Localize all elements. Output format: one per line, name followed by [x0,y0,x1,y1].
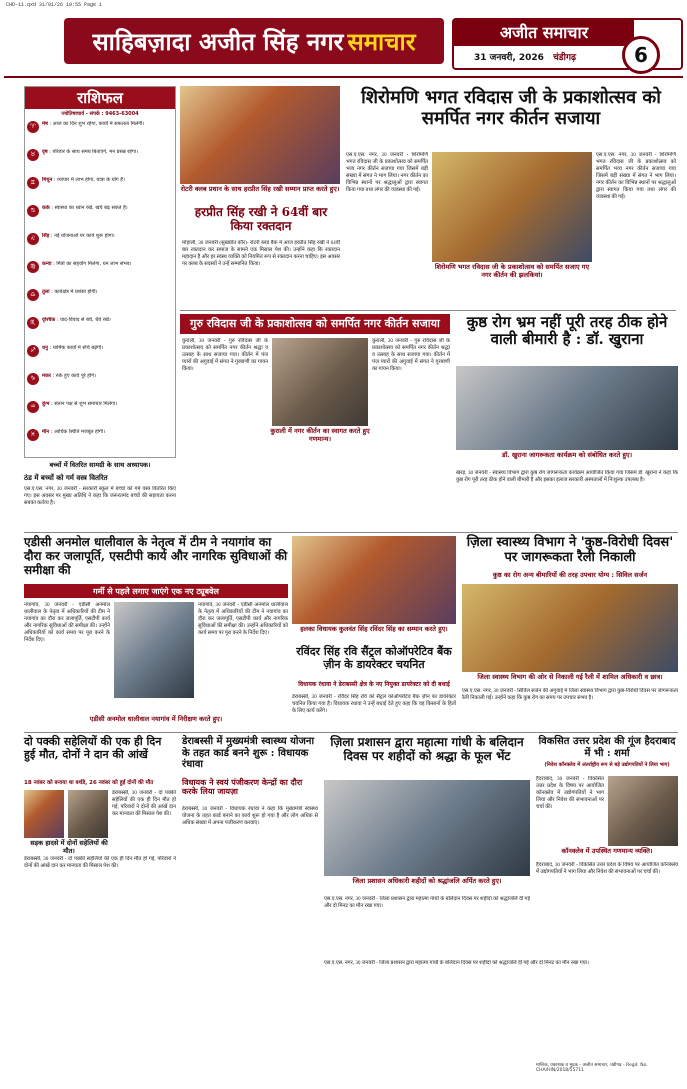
martyrs-body-continued: एस.ए.एस. नगर, 30 जनवरी - जिला प्रशासन द्वारा महात्मा गांधी के बलिदान दिवस पर शहीदों को श्रद्धांजलि दी गई और दो मिनट का मौन रखा गया। [324,960,589,966]
brand-title: अजीत समाचार [454,20,634,46]
adc-subhead: गर्मी से पहले लगाए जाएंगे एक नए ट्यूबवेल [24,584,288,598]
martyrs-body: एस.ए.एस. नगर, 30 जनवरी - जिला प्रशासन द्वारा महात्मा गांधी के बलिदान दिवस पर शहीदों को श्रद्धांजलि दी गई और दो मिनट का मौन रखा गया। [324,896,530,910]
rashifal-sign-name: मकर [42,373,51,379]
ravinder-photo [292,536,456,624]
rashifal-sign-name: धनु [42,345,48,351]
rashifal-sign-row [27,345,173,371]
adc-body-col1: नयागांव, 30 जनवरी - एडीसी अनमोल धालीवाल के नेतृत्व में अधिकारियों की टीम ने नयागांव का दौरा कर जलापूर्ति, एसटीपी कार्य और नागरिक सुविधाओं की समीक्षा की। उन्होंने अधिकारियों को कार्य समय पर पूरा करने के निर्देश दिए। [24,602,110,644]
ravidas-headline: शिरोमणि भगत रविदास जी के प्रकाशोत्सव को समर्पित नगर कीर्तन सजाया [361,87,661,129]
section-title-part1: साहिबज़ादा अजीत सिंह नगर [92,26,344,56]
martyrs-photo [324,780,530,876]
zodiac-icon: ♊ [27,177,39,189]
kushth-photo [456,366,678,450]
rashifal-sign-text: कन्या : मित्रों का सहयोग मिलेगा, धन लाभ संभव। [42,261,132,267]
section-title-part2: समाचार [347,26,416,56]
ravidas-photo [432,152,592,262]
zodiac-icon: ♉ [27,149,39,161]
zodiac-icon: ♏ [27,317,39,329]
rashifal-sign-text: मेष : आज का दिन शुभ रहेगा, कार्यों में सफलता मिलेगी। [42,121,145,127]
rashifal-sign-row [27,317,173,343]
rakhi-caption: रोटरी क्लब प्रधान के साथ हरप्रीत सिंह रखी सम्मान प्राप्त करते हुए। [180,185,340,193]
girls-photo-2 [68,790,108,838]
conclave-body-col1: हैदराबाद, 30 जनवरी - विकसित उत्तर प्रदेश के विषय पर आयोजित कॉनक्लेव में उद्योगपतियों ने भाग लिया और निवेश की संभावनाओं पर चर्चा की। [536,776,604,811]
rashifal-sign-prediction: वाद-विवाद से बचें, धैर्य रखें। [60,317,111,323]
zodiac-icon: ♈ [27,121,39,133]
school-caption: बच्चों में वितरित सामग्री के साथ अध्यापक। [49,461,151,469]
rashifal-sign-row [27,429,173,455]
ravinder-caption: हलका विधायक कुलवंत सिंह रविंदर सिंह का सम्मान करते हुए। [300,625,448,633]
rally-caption: जिला स्वास्थ्य विभाग की ओर से निकाली गई रैली में शामिल अधिकारी व छात्र। [477,673,663,681]
ravinder-body: डेराबस्सी, 30 जनवरी - रविंदर सिंह रवि को सैंट्रल कोऑपरेटिव बैंक ज़ीन का डायरेक्टर चयनित किया गया है। विधायक रंधावा ने उन्हें बधाई देते हुए कहा कि वह किसानों के हितों के लिए कार्य करेंगे। [292,694,456,715]
kushth-body: खरड़, 30 जनवरी - स्वास्थ्य विभाग द्वारा कुष्ठ रोग जागरूकता कार्यक्रम आयोजित किया गया जिसमें डॉ. खुराना ने कहा कि कुष्ठ रोग पूरी तरह ठीक होने वाली बीमारी है और इसका इलाज सरकारी अस्पतालों में निःशुल्क उपलब्ध है। [456,470,678,484]
edition-date [474,50,576,63]
ravinder-subhead: विधायक रंधावा ने डेराबस्सी क्षेत्र के नए नियुक्त डायरेक्टर को दी बधाई [298,681,450,688]
zodiac-icon: ♍ [27,261,39,273]
rashifal-sign-row [27,261,173,287]
date-text: 31 जनवरी, 2026 [474,53,544,63]
rally-headline: ज़िला स्वास्थ्य विभाग ने 'कुष्ठ-विरोधी दिवस' पर जागरूकता रैली निकाली [466,535,674,565]
rashifal-sign-name: कर्क [42,205,50,211]
print-slug: CHD-11.qxd 31/01/26 19:55 Page 1 [6,2,103,8]
rashifal-sign-text: कर्क : स्वास्थ्य का ध्यान रखें, खर्च बढ़ सकते हैं। [42,205,128,211]
conclave-headline: विकसित उत्तर प्रदेश की गूंज हैदराबाद में भी : शर्मा [538,736,676,759]
rashifal-sign-text: तुला : कार्यक्षेत्र में प्रशंसा होगी। [42,289,98,295]
rashifal-sign-row [27,289,173,315]
adc-photo [114,602,194,698]
rashifal-sign-name: मिथुन [42,177,53,183]
masthead-section-title [64,18,444,64]
rashifal-sign-prediction: नई योजनाओं पर कार्य शुरू होगा। [54,233,115,239]
ravidas-body-col1: एस.ए.एस. नगर, 30 जनवरी - शिरोमणि भगत रविदास जी के प्रकाशोत्सव को समर्पित भव्य नगर कीर्तन सजाया गया जिसमें बड़ी संख्या में संगत ने भाग लिया। नगर कीर्तन का विभिन्न स्थानों पर श्रद्धालुओं द्वारा स्वागत किया गया तथा लंगर की व्यवस्था की गई। [346,152,428,194]
kirtan2-photo [272,338,368,426]
girls-photo-1 [24,790,64,838]
kirtan2-body: कुराली, 30 जनवरी - गुरु रविदास जी के प्रकाशोत्सव को समर्पित नगर कीर्तन श्रद्धा व उत्साह के साथ सजाया गया। कीर्तन में पंज प्यारों की अगुवाई में संगत ने गुरबाणी का गायन किया। [182,338,268,373]
rashifal-sign-prediction: संतान पक्ष से शुभ समाचार मिलेगा। [54,401,118,407]
rashifal-sign-prediction: परिवार के साथ समय बिताएंगे, मन प्रसन्न रहेगा। [52,149,138,155]
school-headline: ठंड में बच्चों को गर्म वस्त्र वितरित [24,473,108,482]
divider [24,532,678,533]
martyrs-caption: जिला प्रशासन अधिकारी शहीदों को श्रद्धांजलि अर्पित करते हुए। [352,877,502,885]
adc-body-col3: नयागांव, 30 जनवरी - एडीसी अनमोल धालीवाल के नेतृत्व में अधिकारियों की टीम ने नयागांव का दौरा कर जलापूर्ति, एसटीपी कार्य और नागरिक सुविधाओं की समीक्षा की। उन्होंने अधिकारियों को कार्य समय पर पूरा करने के निर्देश दिए। [198,602,288,637]
rashifal-sign-text: धनु : धार्मिक कार्यों में रुचि बढ़ेगी। [42,345,104,351]
rashifal-sign-row [27,177,173,203]
girls-subhead: 18 नवंबर को बनाया था बर्थडे, 26 नवंबर को हुई दोनों की मौत [24,780,154,786]
rashifal-sign-prediction: रुके हुए कार्य पूरे होंगे। [55,373,96,379]
rashifal-sign-name: कन्या [42,261,52,267]
rashifal-sign-text: सिंह : नई योजनाओं पर कार्य शुरू होगा। [42,233,115,239]
girls-body-side: डेराबस्सी, 30 जनवरी - दो पक्की सहेलियों की एक ही दिन मौत हो गई, परिवारों ने दोनों की आंखें दान कर मानवता की मिसाल पेश की। [112,790,176,818]
zodiac-icon: ♎ [27,289,39,301]
rashifal-sign-row [27,401,173,427]
kirtan2-headline: गुरु रविदास जी के प्रकाशोत्सव को समर्पित नगर कीर्तन सजाया [180,314,450,334]
rally-photo [462,584,678,672]
zodiac-icon: ♐ [27,345,39,357]
kushth-caption: डॉ. खुराना जागरूकता कार्यक्रम को संबोधित करते हुए। [501,451,633,459]
rashifal-sign-row [27,205,173,231]
rashifal-sign-text: मीन : आर्थिक स्थिति मजबूत होगी। [42,429,105,435]
rashifal-sign-text: कुंभ : संतान पक्ष से शुभ समाचार मिलेगा। [42,401,118,407]
ravinder-headline: रविंदर सिंह रवि सैंट्रल कोऑपरेटिव बैंक ज़ीन के डायरेक्टर चयनित [296,645,452,671]
zodiac-icon: ♌ [27,233,39,245]
rashifal-sign-name: वृष [42,149,48,155]
rashifal-sign-prediction: कार्यक्षेत्र में प्रशंसा होगी। [54,289,98,295]
divider [180,310,676,311]
divider [24,732,678,733]
rashifal-sign-prediction: मित्रों का सहयोग मिलेगा, धन लाभ संभव। [56,261,132,267]
city-text: चंडीगढ़ [553,53,577,63]
zodiac-icon: ♓ [27,429,39,441]
rashifal-sign-row [27,233,173,259]
rashifal-sign-prediction: आर्थिक स्थिति मजबूत होगी। [53,429,105,435]
zodiac-icon: ♋ [27,205,39,217]
rashifal-subtitle: ज्योतिषाचार्य - संपर्क : 9463-63004 [61,111,139,117]
rashifal-sign-row [27,121,173,147]
kushth-headline: कुष्ठ रोग भ्रम नहीं पूरी तरह ठीक होने वाली बीमारी है : डॉ. खुराना [466,313,668,349]
ravidas-caption: शिरोमणि भगत रविदास जी के प्रकाशोत्सव को समर्पित सजाए गए नगर कीर्तन की झलकियां। [434,263,590,279]
rashifal-sign-name: कुंभ [42,401,50,407]
girls-body: डेराबस्सी, 30 जनवरी - दो पक्की सहेलियों की एक ही दिन मौत हो गई, परिवारों ने दोनों की आंखें दान कर मानवता की मिसाल पेश की। [24,856,176,870]
scheme-subhead: विधायक ने स्वयं पंजीकरण केन्द्रों का दौरा करके लिया जायज़ा [182,777,303,797]
girls-headline: दो पक्की सहेलियों की एक ही दिन हुई मौत, दोनों ने दान की आंखें [24,735,162,761]
adc-headline: एडीसी अनमोल धालीवाल के नेतृत्व में टीम ने नयागांव का दौरा कर जलापूर्ति, एसटीपी कार्य और नागरिक सुविधाओं की समीक्षा की [24,535,288,577]
footer-imprint: मालिक, प्रकाशक व मुद्रक - अजीत समाचार, चंडीगढ़ - Regd. No. CHA/HIN/2018/55711 [536,1063,648,1073]
rashifal-sign-prediction: आज का दिन शुभ रहेगा, कार्यों में सफलता मिलेगी। [52,121,145,127]
rally-body: एस.ए.एस. नगर, 30 जनवरी - सिविल सर्जन की अगुवाई में जिला स्वास्थ्य विभाग द्वारा कुष्ठ-विरोधी दिवस पर जागरूकता रैली निकाली गई। उन्होंने कहा कि कुष्ठ रोग का समय पर उपचार संभव है। [462,688,678,702]
kirtan2-body-col3: कुराली, 30 जनवरी - गुरु रविदास जी के प्रकाशोत्सव को समर्पित नगर कीर्तन श्रद्धा व उत्साह के साथ सजाया गया। कीर्तन में पंज प्यारों की अगुवाई में संगत ने गुरबाणी का गायन किया। [372,338,450,373]
rally-subhead: कुष्ठ का रोग अन्य बीमारियों की तरह उपचार योग्य : सिविल सर्जन [492,571,648,579]
rashifal-sign-name: सिंह [42,233,50,239]
rashifal-title: राशिफल [25,87,175,109]
rashifal-sign-name: वृश्चिक [42,317,56,323]
rakhi-photo [180,86,340,184]
kirtan2-caption: कुराली में नगर कीर्तन का स्वागत करते हुए गणमान्य। [270,427,370,443]
girls-caption: सड़क हादसे में दोनों सहेलियों की मौत। [30,839,108,855]
conclave-caption: कॉनक्लेव में उपस्थित गणमान्य व्यक्ति। [561,847,653,855]
masthead [4,14,683,78]
rakhi-headline: हरप्रीत सिंह रखी ने 64वीं बार किया रक्तदान [194,205,328,233]
scheme-body: डेराबस्सी, 30 जनवरी - विधायक रंधावा ने कहा कि मुख्यमंत्री स्वास्थ्य योजना के तहत कार्ड बनाने का कार्य शुरू हो गया है और लोग अधिक से अधिक संख्या में अपना पंजीकरण करवाएं। [182,806,318,827]
rashifal-box [24,86,176,458]
rashifal-sign-text: वृष : परिवार के साथ समय बिताएंगे, मन प्रसन्न रहेगा। [42,149,138,155]
rashifal-sign-name: मीन [42,429,50,435]
rashifal-sign-text: मकर : रुके हुए कार्य पूरे होंगे। [42,373,96,379]
rashifal-sign-row [27,373,173,399]
rakhi-body: मोहाली, 30 जनवरी (सुखप्रीत कौर)- रोटरी ब्लड बैंक में आज हरप्रीत सिंह रखी ने 64वीं बार रक्तदान कर समाज के सामने एक मिसाल पेश की। उन्होंने कहा कि रक्तदान महादान है और हर स्वस्थ व्यक्ति को नियमित रूप से रक्तदान करना चाहिए। इस अवसर पर क्लब के सदस्यों ने उन्हें सम्मानित किया। [182,240,340,268]
adc-caption: एडीसी अनमोल धालीवाल नयागांव में निरीक्षण करते हुए। [89,715,223,723]
rashifal-sign-text: वृश्चिक : वाद-विवाद से बचें, धैर्य रखें। [42,317,111,323]
rashifal-sign-row [27,149,173,175]
conclave-photo [608,776,678,846]
rashifal-sign-text: मिथुन : व्यापार में लाभ होगा, यात्रा के योग हैं। [42,177,125,183]
zodiac-icon: ♒ [27,401,39,413]
conclave-subhead: (निवेश कॉनक्लेव में अंतर्राष्ट्रीय रूप से बड़े उद्योगपतियों ने लिया भाग) [544,762,670,768]
school-body: एस.ए.एस. नगर, 30 जनवरी - सरकारी स्कूल में बच्चों को गर्म वस्त्र वितरित किए गए। इस अवसर पर मुख्य अतिथि ने कहा कि जरूरतमंद बच्चों की सहायता करना सबका कर्तव्य है। [24,486,176,507]
ravidas-body-col3: एस.ए.एस. नगर, 30 जनवरी - शिरोमणि भगत रविदास जी के प्रकाशोत्सव को समर्पित भव्य नगर कीर्तन सजाया गया जिसमें बड़ी संख्या में संगत ने भाग लिया। नगर कीर्तन का विभिन्न स्थानों पर श्रद्धालुओं द्वारा स्वागत किया गया तथा लंगर की व्यवस्था की गई। [596,152,676,201]
zodiac-icon: ♑ [27,373,39,385]
conclave-body: हैदराबाद, 30 जनवरी - विकसित उत्तर प्रदेश के विषय पर आयोजित कॉनक्लेव में उद्योगपतियों ने भाग लिया और निवेश की संभावनाओं पर चर्चा की। [536,862,678,876]
page-number: 6 [622,36,660,74]
scheme-headline: डेराबस्सी में मुख्यमंत्री स्वास्थ्य योजना के तहत कार्ड बनने शुरू : विधायक रंधावा [182,736,315,770]
rashifal-sign-name: मेष [42,121,48,127]
rashifal-sign-name: तुला [42,289,50,295]
rashifal-sign-prediction: स्वास्थ्य का ध्यान रखें, खर्च बढ़ सकते हैं। [54,205,128,211]
martyrs-headline: ज़िला प्रशासन द्वारा महात्मा गांधी के बलिदान दिवस पर शहीदों को श्रद्धा के फूल भेंट [330,735,524,763]
rashifal-sign-prediction: व्यापार में लाभ होगा, यात्रा के योग हैं। [57,177,125,183]
rashifal-sign-prediction: धार्मिक कार्यों में रुचि बढ़ेगी। [52,345,104,351]
